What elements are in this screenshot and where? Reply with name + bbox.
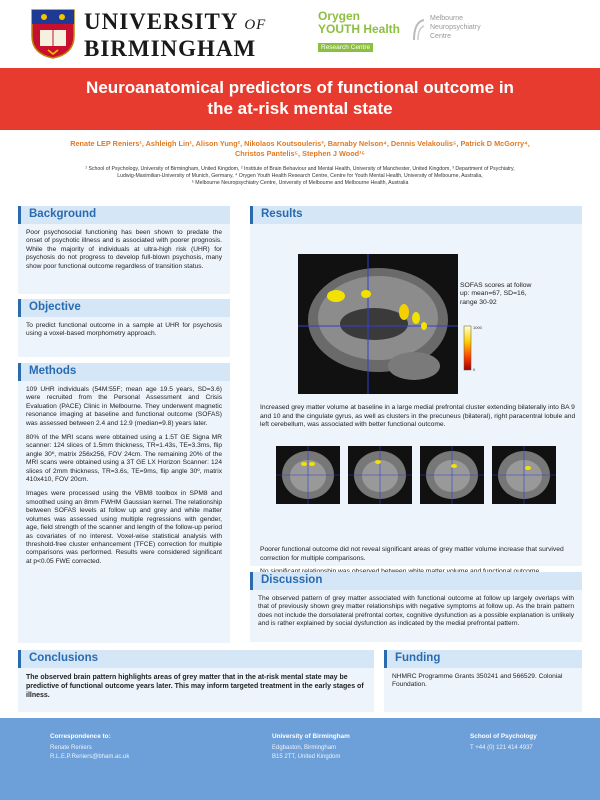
university-crest-logo (30, 8, 76, 60)
methods-paragraph-2: 80% of the MRI scans were obtained using a 1.5T GE Signa MR scanner: 124 slices of 1.5mm thickness, TR=1.43s, TE=3.3ms, flip angle 30º, matrix 256x256, FOV 24cm. The remaining 20% of the MRI scans were obtained using a 3T GE LX Horizon Scanner: 124 slices of 2mm thickness, TR=3.6s, TE=9ms, flip angle 30º, matrix 410x410, FOV 20cm. (26, 434, 222, 484)
results-text-1: Increased grey matter volume at baseline in a large medial prefrontal cluster extending bilaterally into BA 9 and 10 and the cingulate gyrus, as well as clusters in the precuneus (bilateral), right paracentral lobule and left cerebellum, was associated with better functional outcome. (260, 404, 576, 428)
mnc-mark-icon (412, 18, 426, 42)
footer-school-heading: School of Psychology (470, 733, 537, 740)
mnc-text: Melbourne Neuropsychiatry Centre (430, 15, 481, 40)
methods-paragraph-1: 109 UHR individuals (54M:55F; mean age 19.5 years, SD=3.6) were recruited from the Personal Assessment and Crisis Evaluation (PACE) Clinic in Melbourne. They underwent magnetic resonance imaging at baseline and functional outcome (SOFAS) was assessed between 2.4 and 12.9 (median=9.8) years later. (26, 386, 222, 427)
footer-address-line2: B15 2TT, United Kingdom (272, 754, 341, 760)
authors-line1: Renate LEP Reniers¹, Ashleigh Lin¹, Alison Yung², Nikolaos Koutsouleris³, Barnaby Nelson⁴, Dennis Velakoulis⁵, Patrick D McGorry⁴, (70, 139, 530, 148)
footer-university (272, 732, 350, 762)
coronal-slice-3 (420, 446, 484, 504)
university-of: OF (244, 17, 267, 33)
methods-panel (18, 363, 230, 643)
affiliations-line2: Ludwig-Maximilian-University of Munich, Germany, ⁴ Orygen Youth Health Research Centre, Centre for Youth Mental Health, University of Melbourne, Australia, (117, 173, 483, 179)
funding-panel (384, 650, 582, 712)
discussion-text: The observed pattern of grey matter associated with functional outcome at follow up largely overlaps with that of previously shown grey matter relationships with negative symptoms at follow up. As the brain pattern does not include the dorsolateral prefrontal cortex, cognitive dysfunction as a possible explanation is unlikely and is rather explained by social dysfunction as indicated by the medial prefrontal pattern. (258, 595, 574, 628)
results-text-2: Poorer functional outcome did not reveal significant areas of grey matter volume increase that survived correction for multiple comparisons. (260, 546, 564, 562)
affiliations (0, 166, 600, 187)
footer-correspondence-heading: Correspondence to: (50, 733, 111, 740)
university-wordmark (84, 10, 266, 61)
background-text: Poor psychosocial functioning has been shown to predate the onset of psychotic illness and is associated with poorer prognosis. While the majority of individuals at ultra-high risk (UHR) for psychosis do not progress to develop full-blown psychosis, many show poor functional outcome regardless of transition status. (26, 229, 222, 270)
orygen-line1: Orygen (318, 9, 361, 23)
background-heading: Background (18, 206, 230, 224)
university-line2: BIRMINGHAM (84, 36, 257, 61)
coronal-slice-1 (276, 446, 340, 504)
poster-title (0, 68, 600, 119)
authors (0, 139, 600, 159)
footer-school (470, 732, 537, 753)
footer-address-line1: Edgbaston, Birmingham (272, 745, 337, 751)
results-heading: Results (250, 206, 582, 224)
authors-line2: Christos Pantelis⁵, Stephen J Wood¹⁵ (235, 149, 365, 158)
footer-university-heading: University of Birmingham (272, 733, 350, 740)
sagittal-brain-image (298, 254, 458, 394)
affiliations-line1: ¹ School of Psychology, University of Birmingham, United Kingdom, ² Institute of Brain Behaviour and Mental Health, University of Manchester, United Kingdom, ³ Department of Psychiatry, (85, 166, 515, 172)
footer-correspondence-name: Renate Reniers (50, 745, 92, 751)
conclusions-text: The observed brain pattern highlights areas of grey matter that in the at-risk mental state may be predictive of functional outcome years later. This may inform targeted treatment in the early stages of illness. (26, 674, 364, 699)
results-panel (250, 206, 582, 566)
sofas-summary: SOFAS scores at follow up: mean=67, SD=16, range 30-92 (460, 282, 532, 306)
objective-heading: Objective (18, 299, 230, 317)
coronal-slice-2 (348, 446, 412, 504)
funding-text: NHMRC Programme Grants 350241 and 566529. Colonial Foundation. (392, 673, 563, 689)
scale-top-label: 1000 (473, 325, 482, 330)
university-line1: UNIVERSITY (84, 9, 238, 34)
footer-correspondence-email[interactable]: R.L.E.P.Reniers@bham.ac.uk (50, 754, 130, 760)
header (0, 0, 600, 68)
title-band (0, 68, 600, 130)
objective-panel (18, 299, 230, 357)
affiliations-line3: ⁵ Melbourne Neuropsychiatry Centre, University of Melbourne and Melbourne Health, Australia (191, 180, 409, 186)
funding-heading: Funding (384, 650, 582, 668)
footer-correspondence (50, 732, 129, 762)
orygen-logo (318, 10, 400, 54)
background-panel (18, 206, 230, 294)
title-line1: Neuroanatomical predictors of functional outcome in (86, 78, 514, 97)
methods-heading: Methods (18, 363, 230, 381)
objective-text: To predict functional outcome in a sample at UHR for psychosis using a voxel-based morphometry approach. (26, 322, 222, 338)
methods-body (18, 381, 230, 576)
title-line2: the at-risk mental state (207, 99, 393, 118)
footer (0, 718, 600, 800)
discussion-heading: Discussion (250, 572, 582, 590)
color-scale-bar (462, 322, 482, 374)
conclusions-heading: Conclusions (18, 650, 374, 668)
methods-paragraph-3: Images were processed using the VBM8 toolbox in SPM8 and smoothed using an 8mm FWHM Gaussian kernel. The relationship between SOFAS levels at follow up and grey and white matter volumes was assessed using multiple regressions with gender, age, field strength of the scanner and length of the follow-up period as covariates of no interest. Voxel-wise statistical analysis with threshold-free cluster enhancement (TFCE) correction for multiple comparisons was performed. Results were considered significant at p<0.05 FWE corrected. (26, 490, 222, 565)
results-body (250, 224, 582, 566)
footer-phone: T +44 (0) 121 414 4937 (470, 745, 533, 751)
scale-bottom-label: 0 (473, 367, 476, 372)
coronal-slice-4 (492, 446, 556, 504)
discussion-panel (250, 572, 582, 642)
conclusions-panel (18, 650, 374, 712)
mnc-logo (412, 14, 500, 41)
orygen-line2: YOUTH Health (318, 22, 401, 36)
brain-slices-row (276, 446, 556, 504)
orygen-line3: Research Centre (318, 43, 373, 52)
